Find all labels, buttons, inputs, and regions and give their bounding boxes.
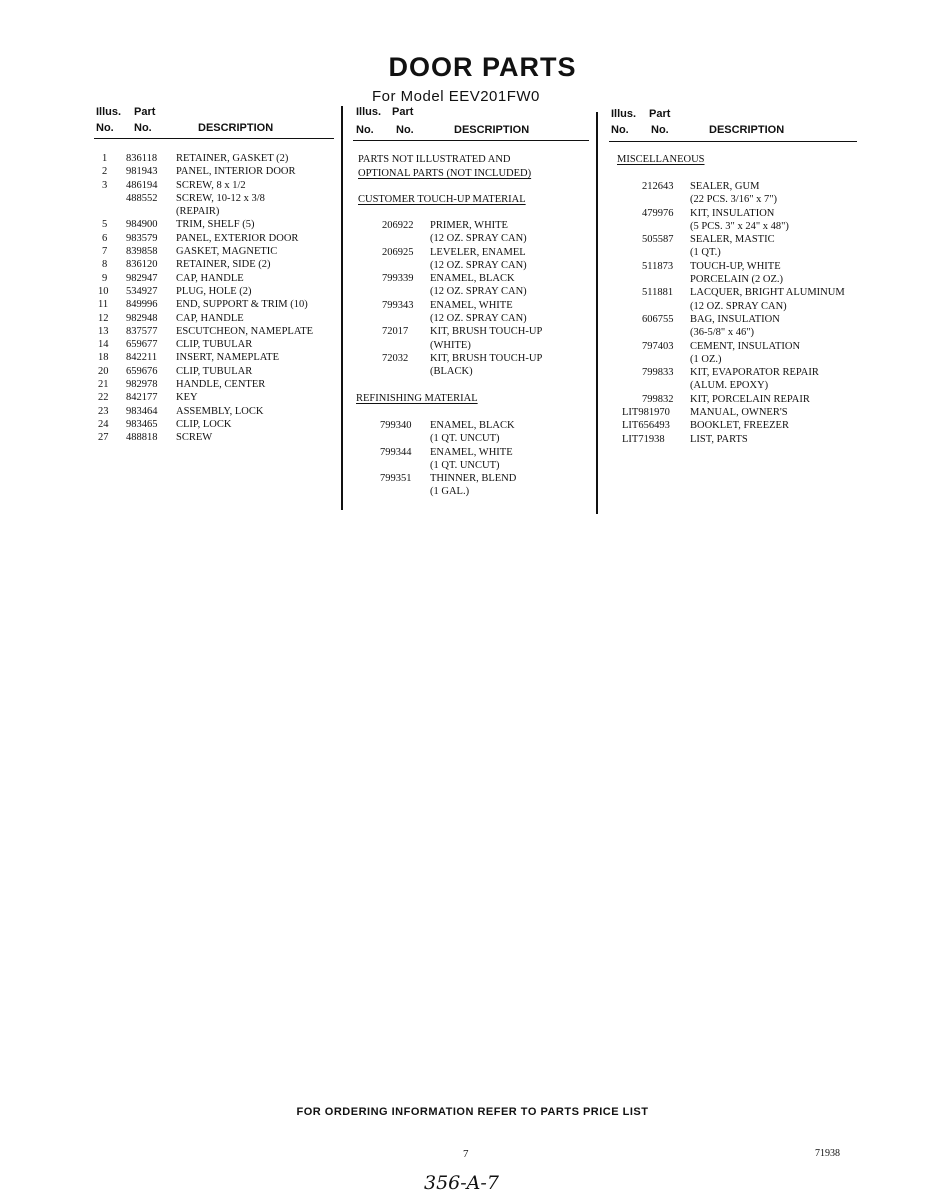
col3-no2-label: No. [651, 124, 669, 136]
description: SEALER, GUM [690, 181, 760, 192]
part-no: 511873 [642, 260, 674, 272]
part-no: 72017 [382, 326, 409, 338]
part-no: LIT981970 [622, 407, 670, 419]
col1-no-label: No. [96, 122, 114, 134]
description: BOOKLET, FREEZER [690, 420, 789, 432]
part-no: 511881 [642, 287, 674, 299]
table-row [612, 207, 872, 220]
description: THINNER, BLEND [430, 473, 517, 485]
description: (1 QT. UNCUT) [430, 459, 500, 471]
description: INSERT, NAMEPLATE [176, 352, 280, 364]
col3-illus-label: Illus. [611, 108, 637, 120]
table-row [612, 406, 872, 419]
part-no: 488552 [126, 192, 158, 204]
description: END, SUPPORT & TRIM (10) [176, 299, 308, 311]
col1-no2-label: No. [134, 122, 152, 134]
table-row [612, 433, 872, 446]
handwritten-note: 356-A-7 [424, 1172, 499, 1194]
table-row [612, 273, 872, 286]
part-no: 479976 [642, 207, 674, 219]
col2-touchup-list [358, 219, 590, 379]
illus-no: 13 [98, 325, 109, 337]
table-row [98, 391, 338, 404]
description: SCREW [176, 432, 213, 444]
table-row [612, 180, 872, 193]
description: (22 PCS. 3/16" x 7") [690, 194, 778, 206]
part-no: 983579 [126, 232, 158, 244]
table-row [98, 285, 338, 298]
description: (5 PCS. 3" x 24" x 48") [690, 220, 789, 232]
table-row [612, 300, 872, 313]
description: (12 OZ. SPRAY CAN) [430, 313, 527, 325]
illus-no: 8 [102, 259, 108, 271]
table-row [358, 485, 590, 498]
page-number: 7 [463, 1148, 469, 1160]
table-row [358, 325, 590, 338]
description: (ALUM. EPOXY) [690, 380, 769, 392]
description: ASSEMBLY, LOCK [176, 405, 264, 417]
illus-no: 24 [98, 418, 109, 430]
col2-part-label: Part [392, 106, 414, 118]
illus-no: 3 [102, 179, 108, 191]
description: CLIP, TUBULAR [176, 339, 253, 351]
col3-part-label: Part [649, 108, 671, 120]
description: KIT, PORCELAIN REPAIR [690, 393, 810, 405]
part-no: 982947 [126, 272, 158, 284]
table-row [98, 365, 338, 378]
table-row [358, 432, 590, 445]
description: ENAMEL, WHITE [430, 299, 513, 311]
table-row [612, 326, 872, 339]
table-row [612, 419, 872, 432]
table-row [98, 165, 338, 178]
col2-header [356, 106, 588, 136]
table-row [358, 246, 590, 259]
illus-no: 2 [102, 166, 108, 178]
part-no: 981943 [126, 166, 158, 178]
part-no: 836118 [126, 153, 158, 164]
table-row [612, 379, 872, 392]
part-no: 505587 [642, 234, 674, 246]
description: MANUAL, OWNER'S [690, 407, 788, 419]
table-row [358, 446, 590, 459]
description: ESCUTCHEON, NAMEPLATE [176, 325, 314, 337]
description: KIT, BRUSH TOUCH-UP [430, 352, 543, 364]
part-no: 486194 [126, 179, 158, 191]
illus-no: 21 [98, 379, 109, 391]
table-row [98, 351, 338, 364]
description: SCREW, 10-12 x 3/8 [176, 192, 265, 204]
col2-note-line1: PARTS NOT ILLUSTRATED AND [358, 154, 511, 165]
illus-no: 5 [102, 219, 108, 231]
illus-no: 22 [98, 392, 109, 404]
table-row [358, 299, 590, 312]
column-divider-left [341, 106, 343, 510]
part-no: 842211 [126, 352, 158, 364]
section-refinishing: REFINISHING MATERIAL [356, 393, 478, 404]
table-row [98, 405, 338, 418]
table-row [98, 179, 338, 192]
description: (12 OZ. SPRAY CAN) [430, 233, 527, 245]
part-no: 488818 [126, 432, 158, 444]
part-no: 849996 [126, 299, 158, 311]
table-row [358, 419, 590, 432]
part-no: 799340 [380, 420, 412, 431]
col2-header-rule [353, 140, 589, 141]
table-row [98, 298, 338, 311]
col2-no-label: No. [356, 124, 374, 136]
part-no: 982978 [126, 379, 158, 391]
description: LEVELER, ENAMEL [430, 246, 526, 258]
description: CAP, HANDLE [176, 312, 244, 324]
description: PRIMER, WHITE [430, 220, 508, 231]
description: (WHITE) [430, 339, 471, 351]
table-row [612, 366, 872, 379]
table-row [98, 431, 338, 444]
part-no: 983464 [126, 405, 158, 417]
illus-no: 11 [98, 299, 109, 311]
description: (REPAIR) [176, 206, 220, 218]
section-miscellaneous: MISCELLANEOUS [617, 154, 705, 165]
description: CLIP, TUBULAR [176, 365, 253, 377]
part-no: 534927 [126, 285, 158, 297]
table-row [98, 258, 338, 271]
description: SCREW, 8 x 1/2 [176, 179, 246, 191]
col2-note-line2: OPTIONAL PARTS (NOT INCLUDED) [358, 168, 532, 179]
table-row [358, 352, 590, 365]
description: (12 OZ. SPRAY CAN) [430, 286, 527, 298]
illus-no: 12 [98, 312, 109, 324]
part-no: 799344 [380, 446, 412, 458]
table-row [358, 472, 590, 485]
table-row [98, 245, 338, 258]
illus-no: 10 [98, 285, 109, 297]
table-row [98, 152, 338, 165]
table-row [98, 338, 338, 351]
description: (1 QT.) [690, 247, 721, 259]
illus-no: 14 [98, 339, 109, 351]
table-row [98, 205, 338, 218]
description: LIST, PARTS [690, 433, 748, 445]
description: KIT, BRUSH TOUCH-UP [430, 326, 543, 338]
part-no: LIT656493 [622, 420, 670, 432]
table-row [358, 259, 590, 272]
description: (12 OZ. SPRAY CAN) [690, 300, 787, 312]
part-no: 837577 [126, 325, 158, 337]
description: CLIP, LOCK [176, 418, 232, 430]
description: GASKET, MAGNETIC [176, 246, 278, 258]
description: (BLACK) [430, 366, 473, 378]
col1-part-label: Part [134, 106, 156, 118]
description: ENAMEL, BLACK [430, 420, 515, 431]
illus-no: 6 [102, 232, 108, 244]
table-row [98, 192, 338, 205]
table-row [98, 418, 338, 431]
description: (36-5/8" x 46") [690, 327, 754, 339]
table-row [358, 365, 590, 378]
description: HANDLE, CENTER [176, 379, 266, 391]
table-row [612, 193, 872, 206]
table-row [358, 285, 590, 298]
table-row [98, 325, 338, 338]
description: (1 OZ.) [690, 353, 722, 365]
description: CAP, HANDLE [176, 272, 244, 284]
illus-no: 1 [102, 153, 108, 164]
part-no: 206925 [382, 246, 414, 258]
table-row [612, 313, 872, 326]
part-no: 797403 [642, 340, 674, 352]
description: ENAMEL, BLACK [430, 273, 515, 285]
col3-header-rule [609, 141, 857, 142]
table-row [98, 378, 338, 391]
description: ENAMEL, WHITE [430, 446, 513, 458]
table-row [612, 340, 872, 353]
description: BAG, INSULATION [690, 313, 780, 325]
col2-desc-label: DESCRIPTION [454, 124, 530, 136]
description: KIT, INSULATION [690, 207, 775, 219]
part-no: 842177 [126, 392, 158, 404]
document-number: 71938 [815, 1148, 840, 1159]
description: RETAINER, GASKET (2) [176, 153, 289, 164]
part-no: 982948 [126, 312, 158, 324]
part-no: 206922 [382, 220, 414, 231]
description: KEY [176, 392, 198, 404]
description: PLUG, HOLE (2) [176, 285, 252, 297]
description: TRIM, SHELF (5) [176, 219, 255, 231]
table-row [358, 339, 590, 352]
table-row [612, 286, 872, 299]
description: SEALER, MASTIC [690, 234, 775, 246]
illus-no: 20 [98, 365, 109, 377]
column-divider-right [596, 112, 598, 514]
illus-no: 7 [102, 246, 108, 258]
description: TOUCH-UP, WHITE [690, 260, 781, 272]
illus-no: 9 [102, 272, 108, 284]
table-row [612, 393, 872, 406]
table-row [612, 260, 872, 273]
table-row [98, 218, 338, 231]
table-row [358, 219, 590, 232]
description: (1 QT. UNCUT) [430, 433, 500, 445]
illus-no: 23 [98, 405, 109, 417]
description: PORCELAIN (2 OZ.) [690, 274, 784, 286]
col2-refinishing-list [358, 419, 590, 499]
col1-illus-label: Illus. [96, 106, 122, 118]
table-row [98, 232, 338, 245]
part-no: 983465 [126, 418, 158, 430]
description: KIT, EVAPORATOR REPAIR [690, 367, 819, 379]
ordering-footer: FOR ORDERING INFORMATION REFER TO PARTS PRICE LIST [296, 1106, 649, 1118]
part-no: 799339 [382, 273, 414, 285]
table-row [98, 272, 338, 285]
col3-header [611, 108, 857, 138]
table-row [612, 246, 872, 259]
table-row [612, 220, 872, 233]
table-row [612, 233, 872, 246]
part-no: 72032 [382, 352, 409, 364]
table-row [358, 312, 590, 325]
part-no: 799351 [380, 473, 412, 485]
description: PANEL, EXTERIOR DOOR [176, 232, 299, 244]
part-no: 659676 [126, 365, 158, 377]
page-title: DOOR PARTS [388, 52, 577, 82]
col1-header-rule [94, 138, 334, 139]
illus-no: 27 [98, 432, 109, 444]
part-no: 799343 [382, 299, 414, 311]
part-no: 799832 [642, 393, 674, 405]
col1-header [96, 106, 336, 136]
description: (12 OZ. SPRAY CAN) [430, 259, 527, 271]
col1-parts-list [98, 152, 338, 445]
col1-desc-label: DESCRIPTION [198, 122, 274, 134]
section-customer-touchup: CUSTOMER TOUCH-UP MATERIAL [358, 194, 526, 205]
part-no: 839858 [126, 246, 158, 258]
col3-desc-label: DESCRIPTION [709, 124, 785, 136]
table-row [358, 272, 590, 285]
part-no: 606755 [642, 313, 674, 325]
description: CEMENT, INSULATION [690, 340, 801, 352]
table-row [612, 353, 872, 366]
description: (1 GAL.) [430, 486, 470, 498]
description: RETAINER, SIDE (2) [176, 259, 271, 271]
table-row [358, 459, 590, 472]
col3-misc-list [612, 180, 872, 446]
col3-no-label: No. [611, 124, 629, 136]
part-no: 659677 [126, 339, 158, 351]
illus-no: 18 [98, 352, 109, 364]
table-row [98, 312, 338, 325]
col2-no2-label: No. [396, 124, 414, 136]
col2-illus-label: Illus. [356, 106, 382, 118]
description: LACQUER, BRIGHT ALUMINUM [690, 287, 845, 299]
model-subtitle: For Model EEV201FW0 [372, 88, 540, 105]
part-no: LIT71938 [622, 433, 665, 445]
part-no: 984900 [126, 219, 158, 231]
part-no: 212643 [642, 181, 674, 192]
table-row [358, 232, 590, 245]
part-no: 799833 [642, 367, 674, 379]
description: PANEL, INTERIOR DOOR [176, 166, 296, 178]
part-no: 836120 [126, 259, 158, 271]
